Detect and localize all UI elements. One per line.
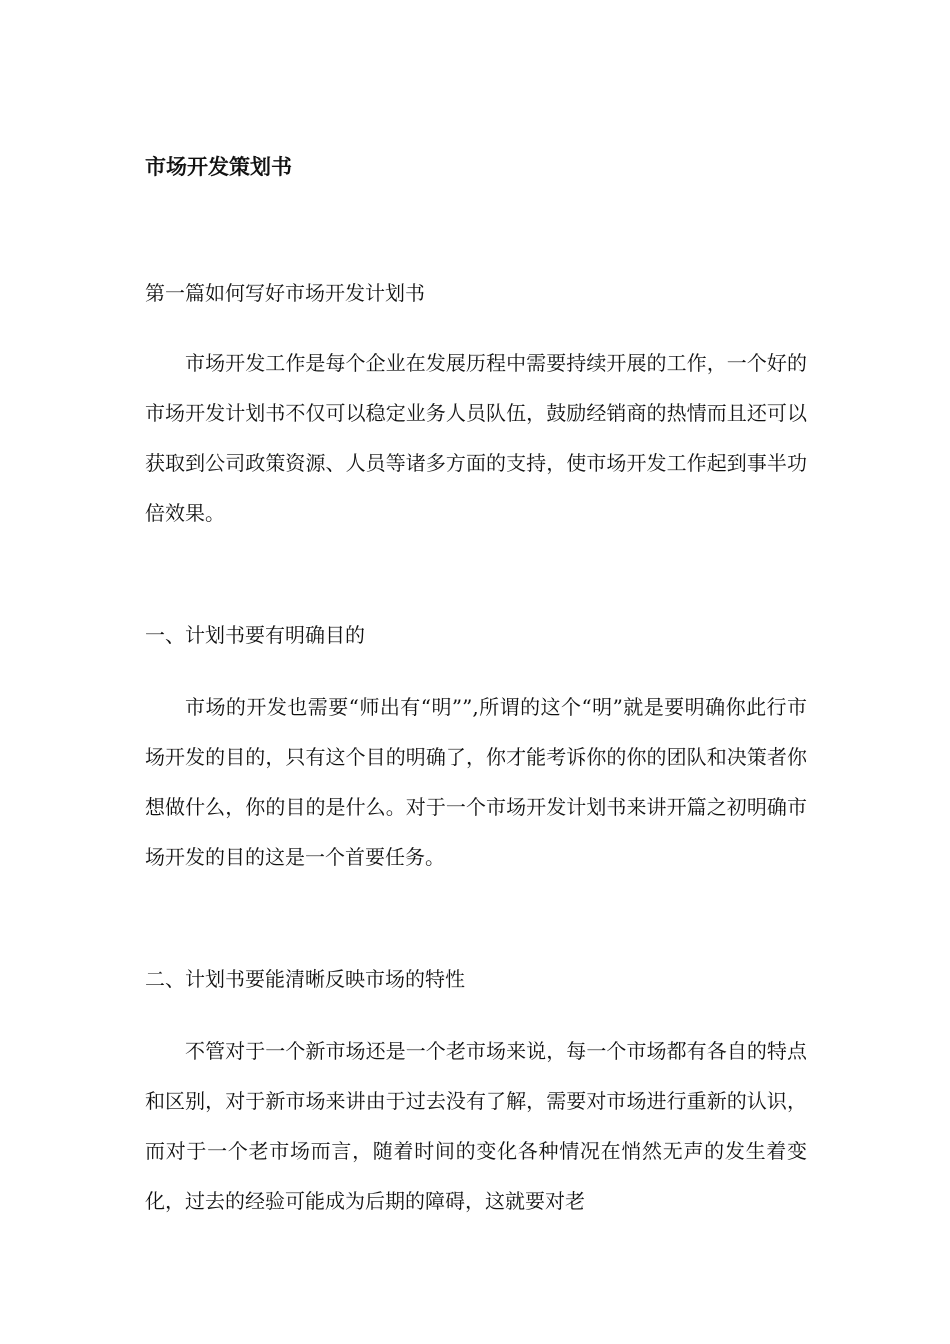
paragraph-2: 不管对于一个新市场还是一个老市场来说，每一个市场都有各自的特点和区别，对于新市场来讲由于过去没有了解，需要对市场进行重新的认识，而对于一个老市场而言，随着时间的变化各种情况在悄然无声的发生着变化，过去的经验可能成为后期的障碍，这就要对老 xyxy=(145,1039,807,1213)
section-title: 第一篇如何写好市场开发计划书 xyxy=(145,281,425,305)
heading-1: 一、计划书要有明确目的 xyxy=(145,623,365,647)
paragraph-1: 市场的开发也需要“师出有“明””,所谓的这个“明”就是要明确你此行市场开发的目的，只有这个目的明确了，你才能考诉你的你的团队和决策者你想做什么，你的目的是什么。对于一个市场开发计划书来讲开篇之初明确市场开发的目的这是一个首要任务。 xyxy=(145,695,807,869)
intro-paragraph: 市场开发工作是每个企业在发展历程中需要持续开展的工作，一个好的市场开发计划书不仅可以稳定业务人员队伍，鼓励经销商的热情而且还可以获取到公司政策资源、人员等诸多方面的支持，使市场开发工作起到事半功倍效果。 xyxy=(145,351,807,525)
heading-2: 二、计划书要能清晰反映市场的特性 xyxy=(145,967,465,991)
document-title: 市场开发策划书 xyxy=(145,155,292,179)
